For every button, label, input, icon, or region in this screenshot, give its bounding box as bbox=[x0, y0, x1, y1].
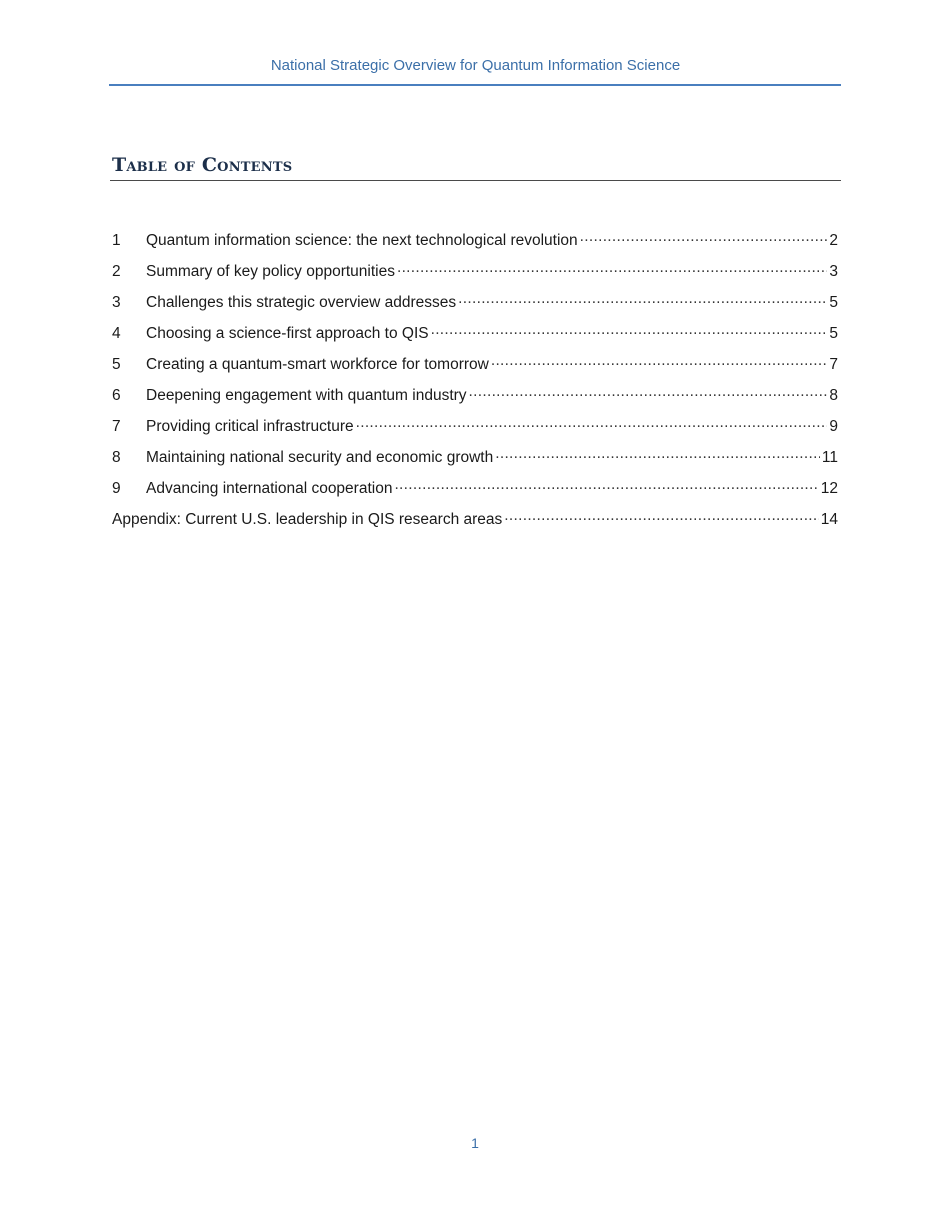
toc-title: Table of Contents bbox=[112, 154, 293, 176]
dot-leader bbox=[495, 448, 820, 462]
toc-entry-4[interactable] bbox=[112, 323, 838, 354]
toc-entry-2[interactable] bbox=[112, 261, 838, 292]
dot-leader bbox=[491, 355, 828, 369]
dot-leader bbox=[397, 262, 827, 276]
toc-entry-appendix[interactable] bbox=[112, 509, 838, 540]
dot-leader bbox=[394, 479, 818, 493]
toc-entry-9[interactable] bbox=[112, 478, 838, 509]
toc-entry-page: 11 bbox=[821, 449, 838, 466]
page-number: 1 bbox=[471, 1135, 479, 1151]
dot-leader bbox=[458, 293, 827, 307]
toc-entry-number: 1 bbox=[112, 232, 121, 249]
toc-entry-label: Creating a quantum-smart workforce for tomorrow bbox=[146, 356, 489, 373]
toc-entry-number: 9 bbox=[112, 480, 121, 497]
toc-list bbox=[112, 230, 838, 540]
toc-entry-label: Providing critical infrastructure bbox=[146, 418, 354, 435]
title-rule bbox=[110, 180, 841, 181]
toc-entry-label: Advancing international cooperation bbox=[146, 480, 393, 497]
toc-entry-6[interactable] bbox=[112, 385, 838, 416]
dot-leader bbox=[469, 386, 828, 400]
toc-entry-label: Deepening engagement with quantum industry bbox=[146, 387, 467, 404]
toc-entry-page: 8 bbox=[829, 387, 838, 404]
toc-entry-page: 5 bbox=[829, 294, 838, 311]
toc-entry-page: 14 bbox=[820, 511, 838, 528]
toc-entry-page: 12 bbox=[820, 480, 838, 497]
toc-entry-page: 3 bbox=[829, 263, 838, 280]
toc-entry-label: Challenges this strategic overview addresses bbox=[146, 294, 457, 311]
toc-entry-label: Choosing a science-first approach to QIS bbox=[146, 325, 429, 342]
toc-entry-number: 5 bbox=[112, 356, 121, 373]
dot-leader bbox=[356, 417, 828, 431]
dot-leader bbox=[431, 324, 828, 338]
dot-leader bbox=[504, 510, 818, 524]
header-rule bbox=[109, 84, 841, 86]
toc-entry-number: 8 bbox=[112, 449, 121, 466]
toc-entry-number: 3 bbox=[112, 294, 121, 311]
toc-entry-8[interactable] bbox=[112, 447, 838, 478]
toc-entry-5[interactable] bbox=[112, 354, 838, 385]
toc-entry-7[interactable] bbox=[112, 416, 838, 447]
toc-entry-number: 2 bbox=[112, 263, 121, 280]
toc-entry-label: Quantum information science: the next technological revolution bbox=[146, 232, 578, 249]
toc-entry-number: 7 bbox=[112, 418, 121, 435]
toc-entry-page: 7 bbox=[829, 356, 838, 373]
toc-entry-number: 6 bbox=[112, 387, 121, 404]
running-header: National Strategic Overview for Quantum Information Science bbox=[270, 57, 681, 74]
toc-entry-label: Appendix: Current U.S. leadership in QIS research areas bbox=[112, 511, 503, 528]
toc-entry-label: Maintaining national security and economic growth bbox=[146, 449, 494, 466]
toc-entry-page: 2 bbox=[829, 232, 838, 249]
toc-entry-number: 4 bbox=[112, 325, 121, 342]
toc-entry-page: 5 bbox=[829, 325, 838, 342]
toc-entry-page: 9 bbox=[829, 418, 838, 435]
toc-entry-label: Summary of key policy opportunities bbox=[146, 263, 395, 280]
toc-entry-1[interactable] bbox=[112, 230, 838, 261]
toc-entry-3[interactable] bbox=[112, 292, 838, 323]
dot-leader bbox=[580, 231, 828, 245]
